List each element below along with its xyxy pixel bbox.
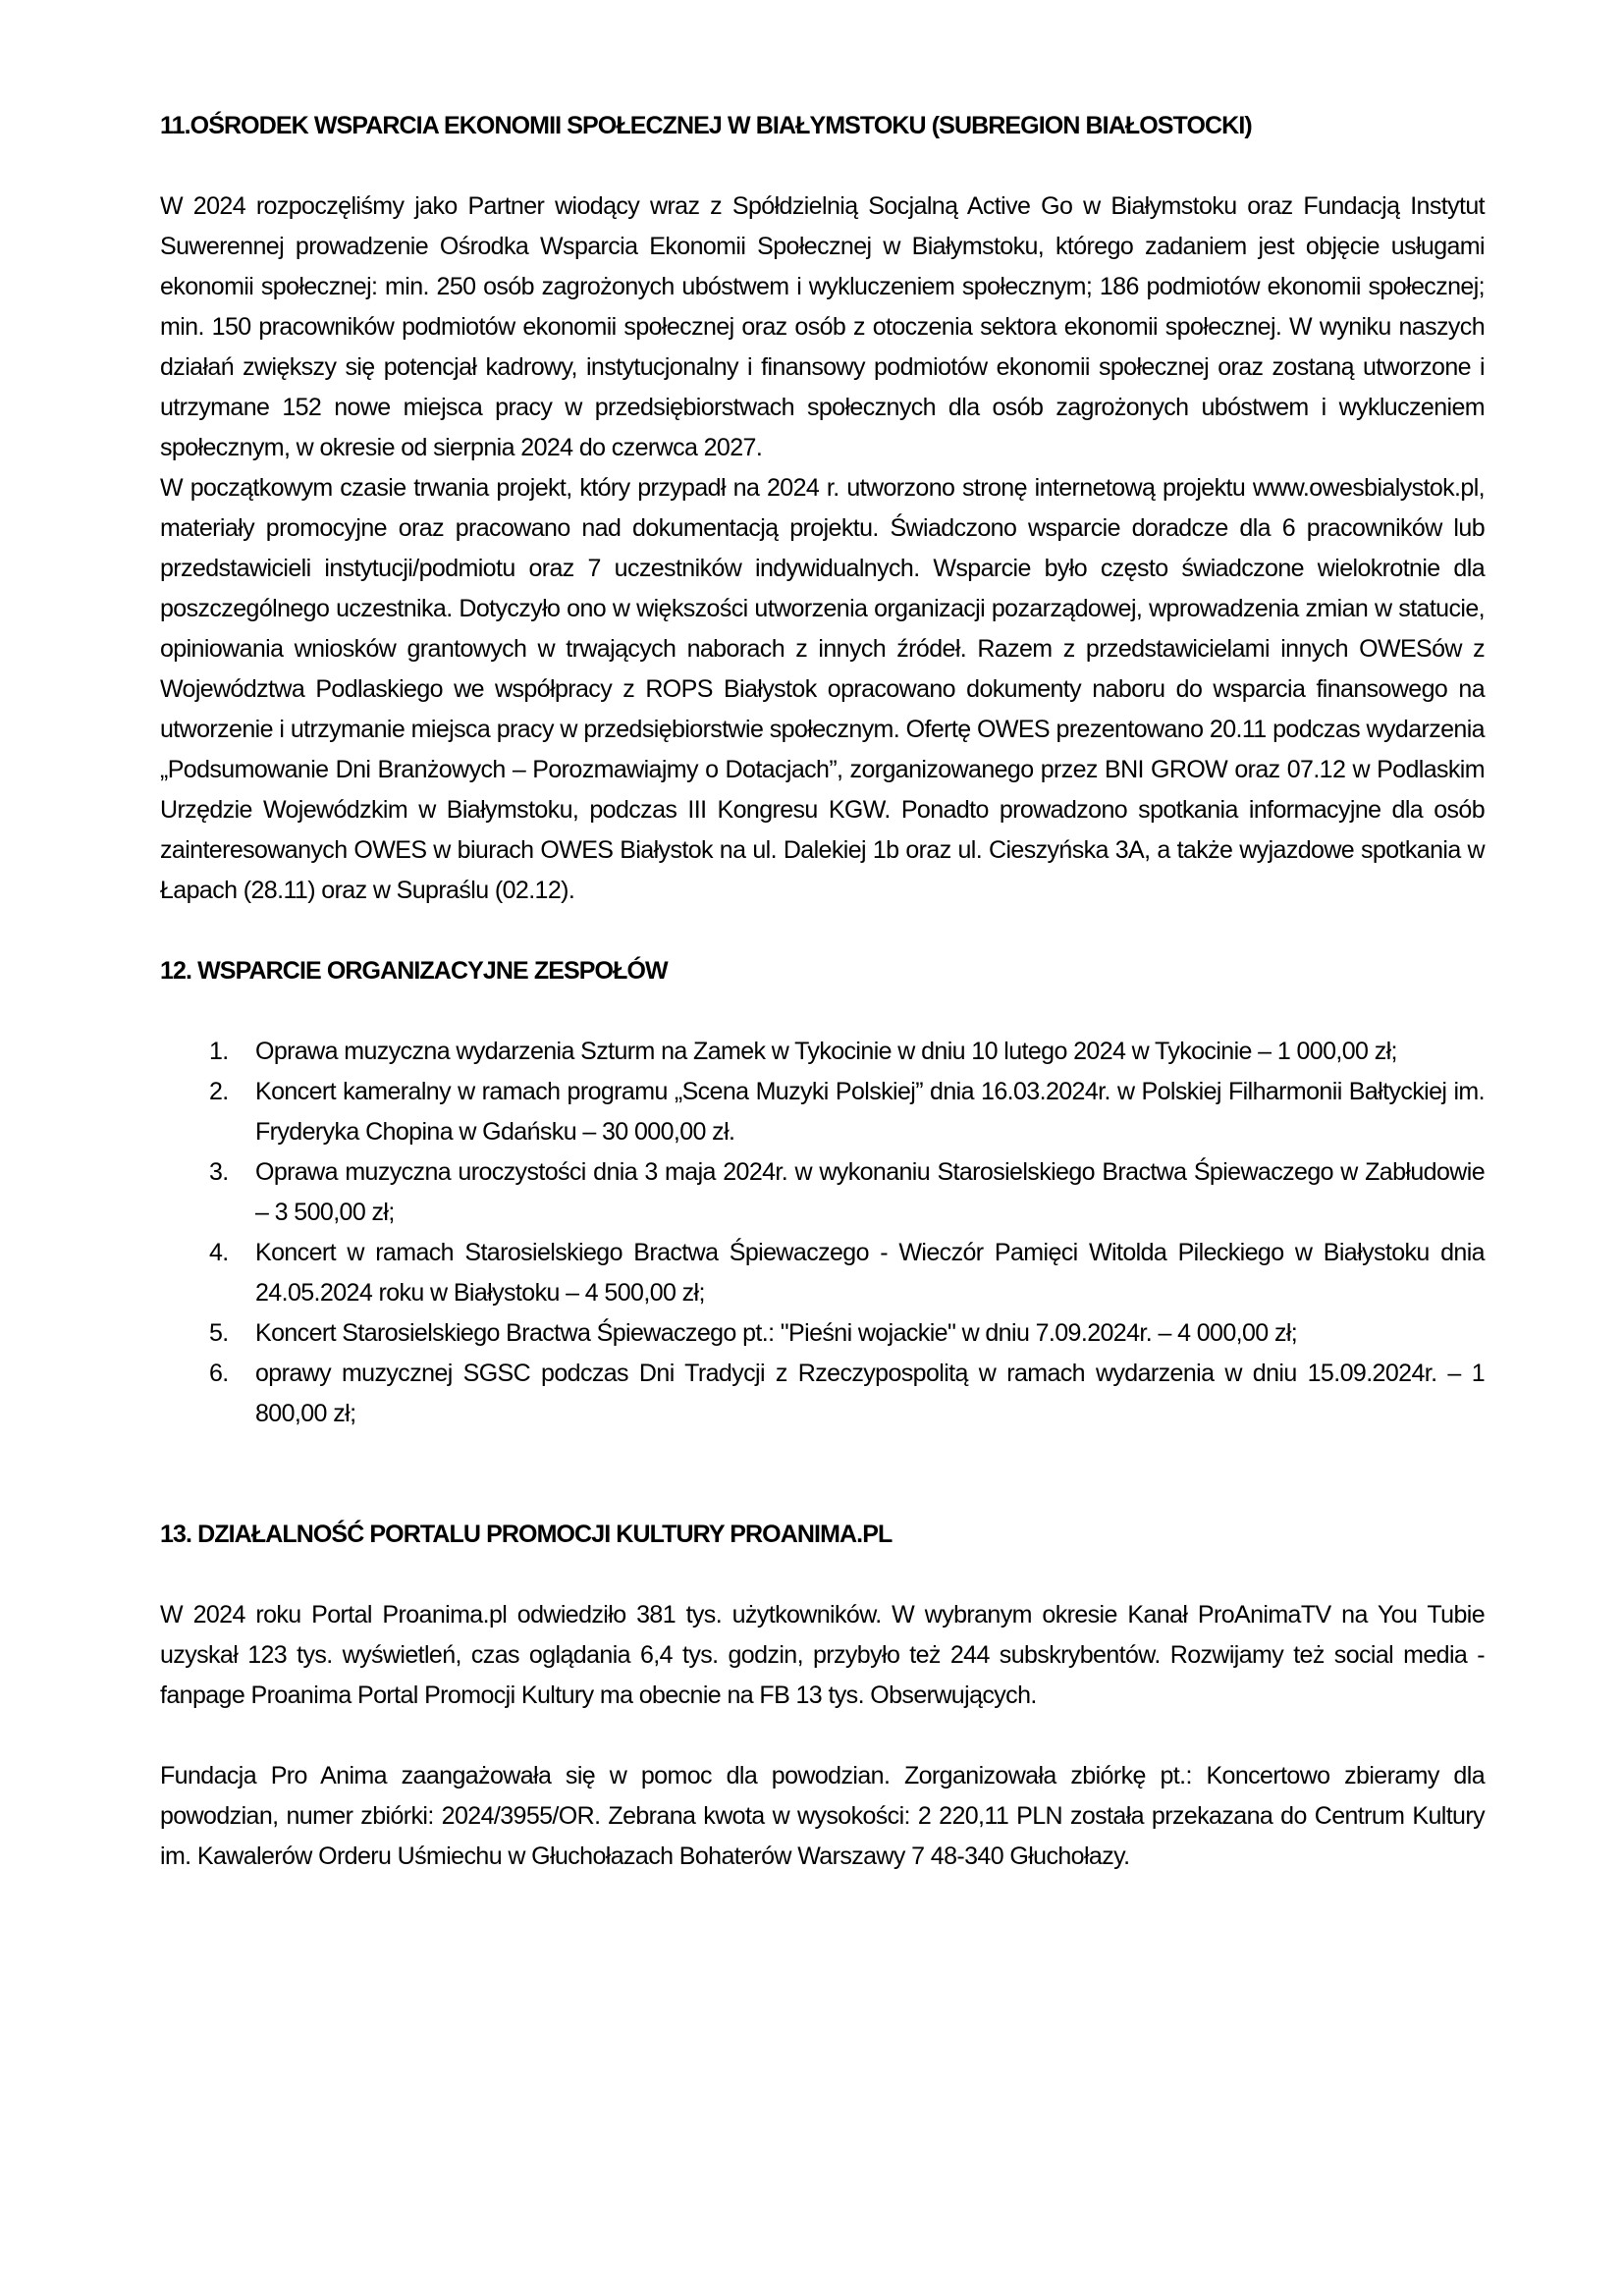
section-13 [160,1515,1485,1877]
list-item [160,1354,1485,1434]
section-11-paragraph-1: W 2024 rozpoczęliśmy jako Partner wiodący wraz z Spółdzielnią Socjalną Active Go w Białymstoku oraz Fundacją Instytut Suwerennej prowadzenie Ośrodka Wsparcia Ekonomii Społecznej w Białymstoku, którego zadaniem jest objęcie usługami ekonomii społecznej: min. 250 osób zagrożonych ubóstwem i wykluczeniem społecznym; 186 podmiotów ekonomii społecznej; min. 150 pracowników podmiotów ekonomii społecznej oraz osób z otoczenia sektora ekonomii społecznej. W wyniku naszych działań zwiększy się potencjał kadrowy, instytucjonalny i finansowy podmiotów ekonomii społecznej oraz zostaną utworzone i utrzymane 152 nowe miejsca pracy w przedsiębiorstwach społecznych dla osób zagrożonych ubóstwem i wykluczeniem społecznym, w okresie od sierpnia 2024 do czerwca 2027. [160,192,1485,461]
list-item [160,1072,1485,1152]
section-13-paragraph-1: W 2024 roku Portal Proanima.pl odwiedziło 381 tys. użytkowników. W wybranym okresie Kanał ProAnimaTV na You Tubie uzyskał 123 tys. wyświetleń, czas oglądania 6,4 tys. godzin, przybyło też 244 subskrybentów. Rozwijamy też social media - fanpage Proanima Portal Promocji Kultury ma obecnie na FB 13 tys. Obserwujących. [160,1601,1485,1709]
list-item-number: 1. [209,1038,229,1065]
list-item-number: 3. [209,1158,229,1186]
section-13-heading: 13. DZIAŁALNOŚĆ PORTALU PROMOCJI KULTURY PROANIMA.PL [160,1521,893,1548]
list-item-number: 5. [209,1319,229,1347]
list-item-number: 2. [209,1078,229,1105]
list-item-number: 4. [209,1239,229,1266]
section-11-paragraph-2: W początkowym czasie trwania projekt, który przypadł na 2024 r. utworzono stronę internetową projektu www.owesbialystok.pl, materiały promocyjne oraz pracowano nad dokumentacją projektu. Świadczono wsparcie doradcze dla 6 pracowników lub przedstawicieli instytucji/podmiotu oraz 7 uczestników indywidualnych. Wsparcie było często świadczone wielokrotnie dla poszczególnego uczestnika. Dotyczyło ono w większości utworzenia organizacji pozarządowej, wprowadzenia zmian w statucie, opiniowania wniosków grantowych w trwających naborach z innych źródeł. Razem z przedstawicielami innych OWESów z Województwa Podlaskiego we współpracy z ROPS Białystok opracowano dokumenty naboru do wsparcia finansowego na utworzenie i utrzymanie miejsca pracy w przedsiębiorstwie społecznym. Ofertę OWES prezentowano 20.11 podczas wydarzenia „Podsumowanie Dni Branżowych – Porozmawiajmy o Dotacjach”, zorganizowanego przez BNI GROW oraz 07.12 w Podlaskim Urzędzie Wojewódzkim w Białymstoku, podczas III Kongresu KGW. Ponadto prowadzono spotkania informacyjne dla osób zainteresowanych OWES w biurach OWES Białystok na ul. Dalekiej 1b oraz ul. Cieszyńska 3A, a także wyjazdowe spotkania w Łapach (28.11) oraz w Supraślu (02.12). [160,474,1485,904]
section-11-heading: 11.OŚRODEK WSPARCIA EKONOMII SPOŁECZNEJ W BIAŁYMSTOKU (SUBREGION BIAŁOSTOCKI) [160,112,1252,139]
list-item [160,1152,1485,1233]
section-12 [160,951,1485,1434]
list-item-text: Koncert kameralny w ramach programu „Scena Muzyki Polskiej” dnia 16.03.2024r. w Polskiej Filharmonii Bałtyckiej im. Fryderyka Chopina w Gdańsku – 30 000,00 zł. [255,1078,1485,1146]
support-list [160,1032,1485,1434]
document-page [160,106,1485,1877]
section-12-heading: 12. WSPARCIE ORGANIZACYJNE ZESPOŁÓW [160,957,668,985]
list-item [160,1313,1485,1354]
list-item-number: 6. [209,1360,229,1387]
list-item [160,1233,1485,1313]
paragraph-spacer [160,1716,1485,1756]
list-item-text: Oprawa muzyczna wydarzenia Szturm na Zamek w Tykocinie w dniu 10 lutego 2024 w Tykocinie – 1 000,00 zł; [255,1038,1397,1065]
list-item [160,1032,1485,1072]
list-item-text: Oprawa muzyczna uroczystości dnia 3 maja 2024r. w wykonaniu Starosielskiego Bractwa Śpiewaczego w Zabłudowie – 3 500,00 zł; [255,1158,1485,1226]
section-13-paragraph-2: Fundacja Pro Anima zaangażowała się w pomoc dla powodzian. Zorganizowała zbiórkę pt.: Koncertowo zbieramy dla powodzian, numer zbiórki: 2024/3955/OR. Zebrana kwota w wysokości: 2 220,11 PLN została przekazana do Centrum Kultury im. Kawalerów Orderu Uśmiechu w Głuchołazach Bohaterów Warszawy 7 48-340 Głuchołazy. [160,1762,1485,1870]
section-11 [160,106,1485,911]
list-item-text: Koncert w ramach Starosielskiego Bractwa Śpiewaczego - Wieczór Pamięci Witolda Pileckiego w Białystoku dnia 24.05.2024 roku w Białystoku – 4 500,00 zł; [255,1239,1485,1307]
list-item-text: oprawy muzycznej SGSC podczas Dni Tradycji z Rzeczypospolitą w ramach wydarzenia w dniu 15.09.2024r. – 1 800,00 zł; [255,1360,1485,1427]
list-item-text: Koncert Starosielskiego Bractwa Śpiewaczego pt.: "Pieśni wojackie" w dniu 7.09.2024r. – 4 000,00 zł; [255,1319,1298,1347]
